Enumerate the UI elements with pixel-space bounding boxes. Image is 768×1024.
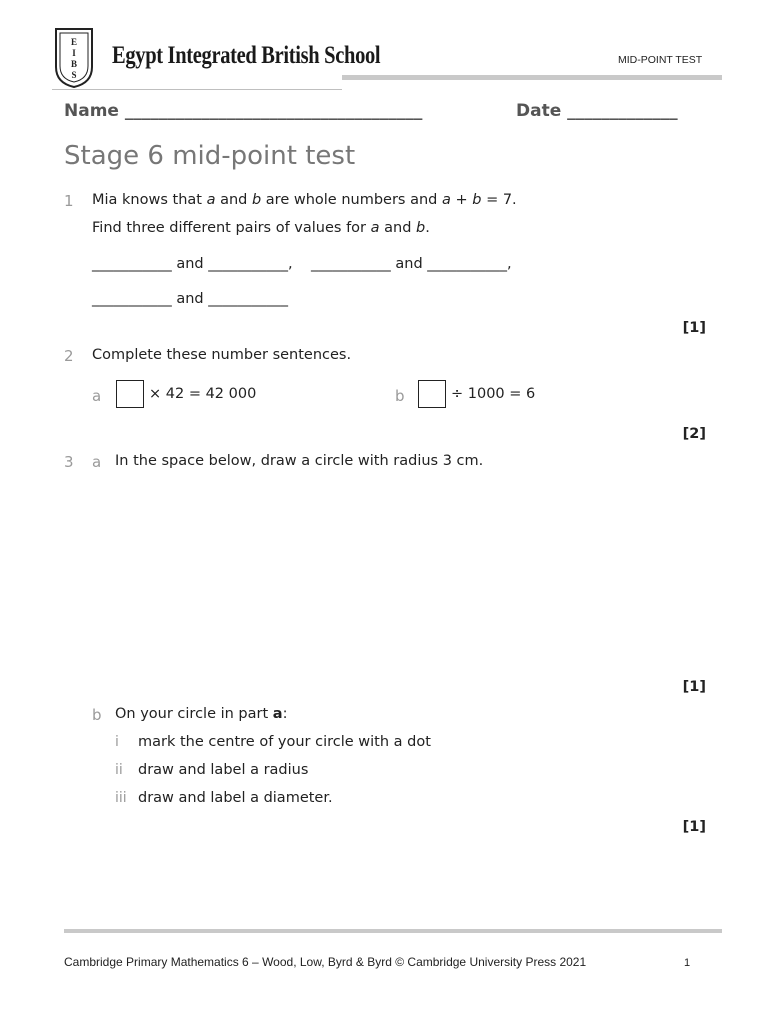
marks-label: [1] (682, 679, 706, 695)
drawing-space[interactable] (92, 480, 706, 670)
part-label: a (92, 387, 102, 405)
marks-label: [1] (682, 320, 706, 336)
question-number: 1 (64, 192, 74, 210)
date-field[interactable]: Date _____________ (516, 101, 678, 121)
svg-text:S: S (71, 70, 77, 80)
part-label: b (92, 706, 102, 724)
sub-part-text: mark the centre of your circle with a dot (138, 734, 431, 750)
question-3b-text: On your circle in part a: (115, 706, 288, 722)
answer-blanks-row-1[interactable]: ___________ and ___________, ___________ and ___________, (92, 256, 512, 272)
part-label: b (395, 387, 405, 405)
question-1-line-1: Mia knows that a and b are whole numbers and a + b = 7. (92, 192, 517, 208)
equation-2a: × 42 = 42 000 (149, 386, 257, 402)
logo-divider (52, 89, 342, 90)
marks-label: [1] (682, 819, 706, 835)
question-number: 3 (64, 453, 74, 471)
sub-part-label: i (115, 734, 119, 750)
school-logo-shield (54, 27, 94, 89)
sub-part-label: ii (115, 762, 123, 778)
part-label: a (92, 453, 102, 471)
answer-box-2a[interactable] (116, 380, 144, 408)
header-rule (342, 75, 722, 80)
sub-part-text: draw and label a radius (138, 762, 309, 778)
name-field[interactable]: Name ___________________________________ (64, 101, 423, 121)
page-number: 1 (684, 957, 691, 969)
answer-box-2b[interactable] (418, 380, 446, 408)
marks-label: [2] (682, 426, 706, 442)
equation-2b: ÷ 1000 = 6 (451, 386, 536, 402)
page-title: Stage 6 mid-point test (64, 141, 356, 171)
school-name: Egypt Integrated British School (112, 42, 381, 69)
sub-part-label: iii (115, 790, 127, 806)
answer-blanks-row-2[interactable]: ___________ and ___________ (92, 291, 288, 307)
question-1-line-2: Find three different pairs of values for a and b. (92, 220, 430, 236)
svg-text:I: I (72, 48, 76, 58)
footer-rule (64, 929, 722, 933)
question-number: 2 (64, 347, 74, 365)
test-label: MID-POINT TEST (618, 54, 703, 66)
question-2-prompt: Complete these number sentences. (92, 347, 352, 363)
question-3a-text: In the space below, draw a circle with radius 3 cm. (115, 453, 484, 469)
svg-text:E: E (70, 37, 78, 47)
svg-text:B: B (70, 59, 78, 69)
sub-part-text: draw and label a diameter. (138, 790, 333, 806)
footer-copyright: Cambridge Primary Mathematics 6 – Wood, Low, Byrd & Byrd © Cambridge University Press 2021 (64, 955, 587, 969)
